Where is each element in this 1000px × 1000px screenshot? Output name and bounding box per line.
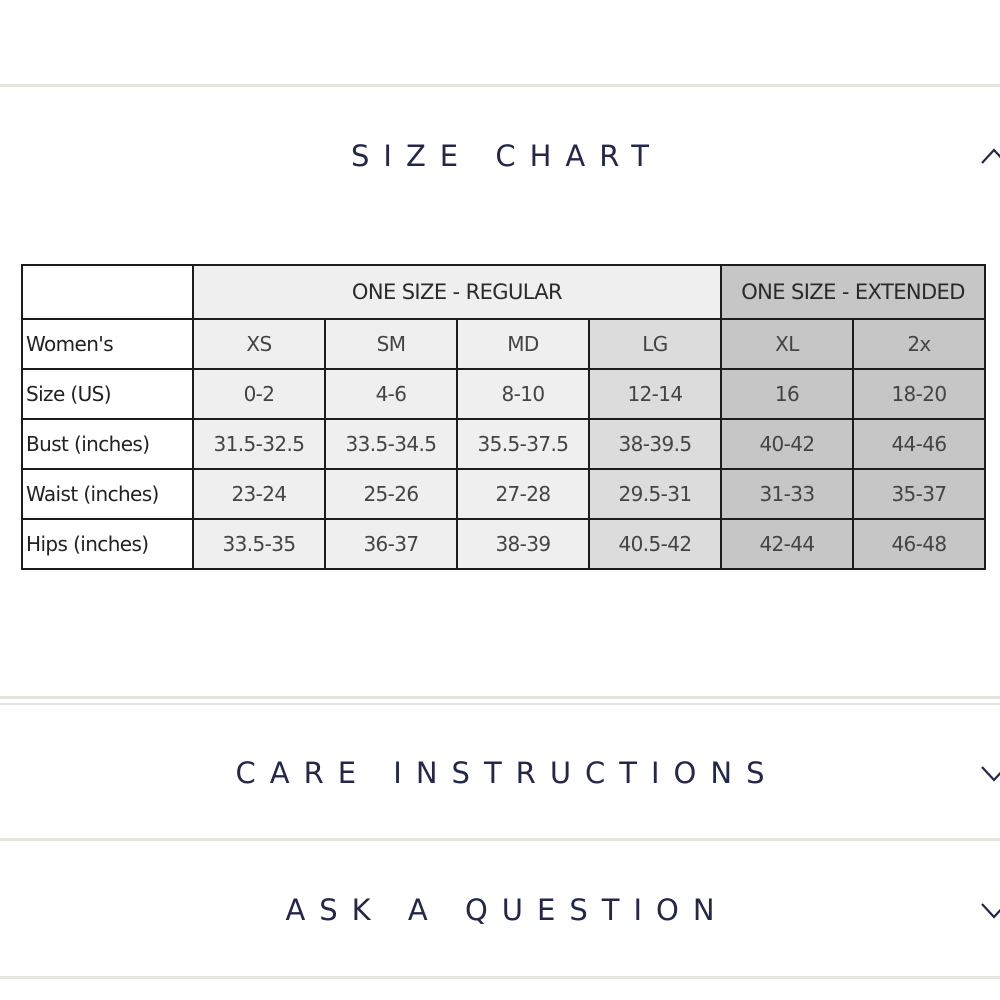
table-cell: 23-24 [193, 469, 325, 519]
table-cell: 12-14 [589, 369, 721, 419]
table-cell: 33.5-35 [193, 519, 325, 569]
size-header-xl: XL [721, 319, 853, 369]
chevron-down-icon[interactable] [980, 900, 1000, 920]
section-divider [0, 838, 1000, 841]
chevron-up-icon[interactable] [980, 146, 1000, 166]
table-cell: 18-20 [853, 369, 985, 419]
table-cell: 31.5-32.5 [193, 419, 325, 469]
table-row [22, 369, 985, 419]
row-label: Bust (inches) [22, 419, 193, 469]
section-divider [0, 703, 1000, 705]
size-header-2x: 2x [853, 319, 985, 369]
size-header-lg: LG [589, 319, 721, 369]
table-cell: 42-44 [721, 519, 853, 569]
table-cell: 0-2 [193, 369, 325, 419]
section-divider [0, 696, 1000, 699]
table-cell: 16 [721, 369, 853, 419]
table-cell: 38-39 [457, 519, 589, 569]
table-cell: 40-42 [721, 419, 853, 469]
row-label: Size (US) [22, 369, 193, 419]
row-label: Women's [22, 319, 193, 369]
care-instructions-title: CARE INSTRUCTIONS [235, 756, 779, 790]
table-cell: 25-26 [325, 469, 457, 519]
size-chart-table [21, 264, 986, 570]
size-header-md: MD [457, 319, 589, 369]
table-cell: 36-37 [325, 519, 457, 569]
table-cell: 46-48 [853, 519, 985, 569]
care-instructions-section-header[interactable] [0, 733, 1000, 813]
table-cell: 33.5-34.5 [325, 419, 457, 469]
size-chart-section-header[interactable] [0, 116, 1000, 196]
size-chart-title: SIZE CHART [350, 139, 664, 173]
group-header-regular: ONE SIZE - REGULAR [193, 265, 721, 319]
table-cell: 27-28 [457, 469, 589, 519]
table-cell: 4-6 [325, 369, 457, 419]
table-cell: 29.5-31 [589, 469, 721, 519]
row-label: Hips (inches) [22, 519, 193, 569]
ask-question-title: ASK A QUESTION [285, 893, 729, 927]
size-header-xs: XS [193, 319, 325, 369]
ask-question-section-header[interactable] [0, 870, 1000, 950]
table-cell: 31-33 [721, 469, 853, 519]
table-cell: 44-46 [853, 419, 985, 469]
table-row [22, 519, 985, 569]
row-label: Waist (inches) [22, 469, 193, 519]
table-cell: 8-10 [457, 369, 589, 419]
table-corner-cell [22, 265, 193, 319]
section-divider [0, 976, 1000, 979]
group-header-extended: ONE SIZE - EXTENDED [721, 265, 985, 319]
table-cell: 40.5-42 [589, 519, 721, 569]
table-row [22, 419, 985, 469]
size-header-sm: SM [325, 319, 457, 369]
section-divider [0, 84, 1000, 87]
table-cell: 35.5-37.5 [457, 419, 589, 469]
chevron-down-icon[interactable] [980, 763, 1000, 783]
table-row [22, 319, 985, 369]
table-cell: 35-37 [853, 469, 985, 519]
table-row [22, 469, 985, 519]
table-cell: 38-39.5 [589, 419, 721, 469]
size-group-row [22, 265, 985, 319]
